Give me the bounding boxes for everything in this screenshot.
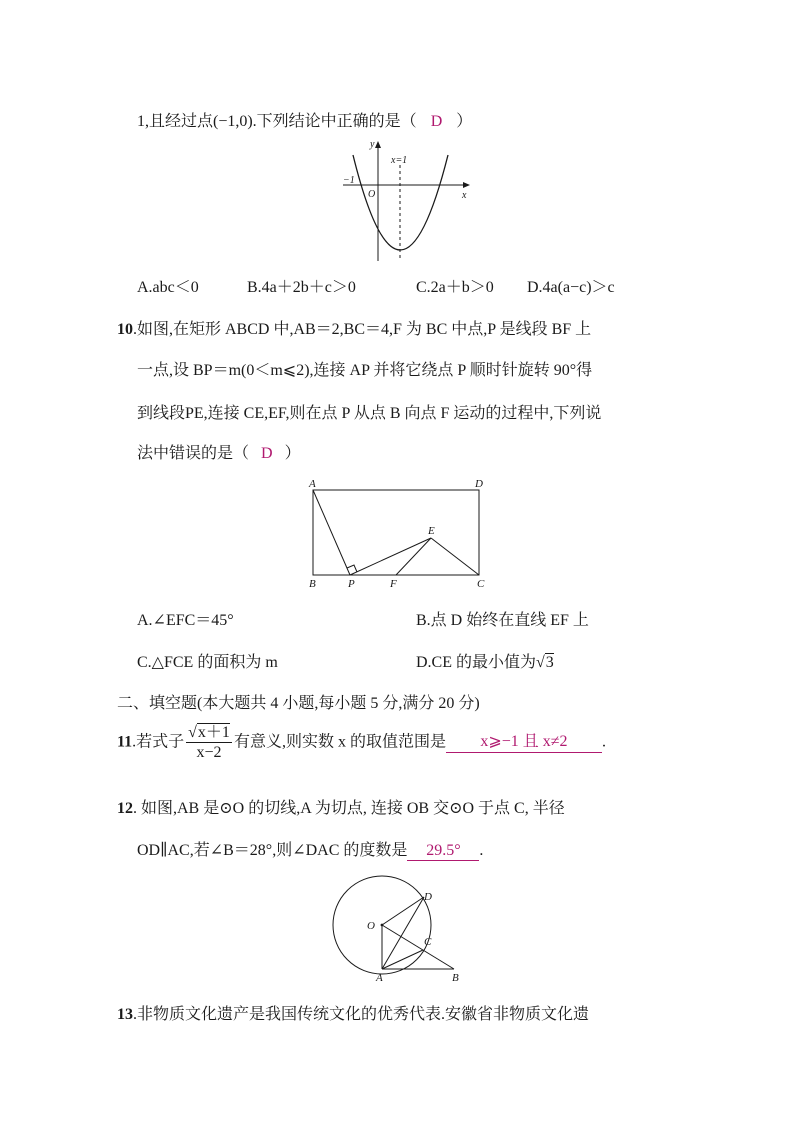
y-label: y xyxy=(370,139,375,150)
q9-stem-end: ） xyxy=(456,113,473,130)
q10-option-d-text: D.CE 的最小值为 xyxy=(416,654,537,671)
q9-option-d: D.4a(a−c)＞c xyxy=(527,279,615,296)
symmetry-label: x=1 xyxy=(391,155,408,166)
label-c: C xyxy=(477,578,485,590)
center-dot xyxy=(381,924,384,927)
segment-ob xyxy=(382,925,454,969)
q9-answer: D xyxy=(430,113,443,130)
segment-fe xyxy=(396,538,431,575)
q12-line2-text: OD∥AC,若∠B＝28°,则∠DAC 的度数是 xyxy=(137,842,408,859)
q10-option-b: B.点 D 始终在直线 EF 上 xyxy=(416,612,589,629)
x-label: x xyxy=(462,190,467,201)
label-c: C xyxy=(424,936,432,948)
q13-line1 xyxy=(117,1001,589,1024)
q11-numerator-text: x＋1 xyxy=(197,724,230,741)
q12-end: . xyxy=(479,842,484,859)
q11-line xyxy=(117,723,606,762)
q12-circle-figure xyxy=(326,873,466,985)
q12-line1-text: . 如图,AB 是⊙O 的切线,A 为切点, 连接 OB 交⊙O 于点 C, 半径 xyxy=(133,800,565,817)
x-axis-arrow xyxy=(463,182,470,188)
q10-line1-text: .如图,在矩形 ABCD 中,AB＝2,BC＝4,F 为 BC 中点,P 是线段 BF 上 xyxy=(133,321,592,338)
q10-line4-end: ） xyxy=(284,445,301,462)
label-o: O xyxy=(367,920,375,932)
segment-ap xyxy=(313,490,350,575)
q10-line2: 一点,设 BP＝m(0＜m⩽2),连接 AP 并将它绕点 P 顺时针旋转 90°得 xyxy=(137,362,593,379)
q11-answer-blank: x⩾−1 且 x≠2 xyxy=(446,732,602,752)
q11-numerator xyxy=(186,723,232,743)
sqrt-sign: √ xyxy=(536,654,545,671)
origin-label: O xyxy=(368,189,376,200)
q9-option-b: B.4a＋2b＋c＞0 xyxy=(247,279,356,296)
q9-stem xyxy=(137,108,472,131)
q10-line4-text: 法中错误的是（ xyxy=(137,445,250,462)
q11-denominator: x−2 xyxy=(196,744,222,762)
q12-line2 xyxy=(137,837,483,861)
label-a: A xyxy=(309,478,316,490)
label-d: D xyxy=(475,478,483,490)
q12-number: 12 xyxy=(117,800,133,817)
label-b: B xyxy=(309,578,316,590)
q11-sqrt-sign: √ xyxy=(188,724,197,741)
q10-option-d xyxy=(416,649,554,672)
segment-od xyxy=(382,897,424,925)
minus-one-label: −1 xyxy=(343,175,355,186)
label-d: D xyxy=(424,891,432,903)
q11-number: 11 xyxy=(117,733,133,751)
q10-line1 xyxy=(117,316,591,339)
q9-option-c: C.2a＋b＞0 xyxy=(416,279,494,296)
q10-line4 xyxy=(137,440,301,463)
q11-end: . xyxy=(601,733,606,751)
q9-parabola-graph xyxy=(338,135,478,265)
q12-answer-blank: 29.5° xyxy=(407,842,479,861)
q10-option-c: C.△FCE 的面积为 m xyxy=(137,654,278,671)
label-f: F xyxy=(390,578,397,590)
q10-option-d-root: 3 xyxy=(545,654,554,671)
segment-ce xyxy=(431,538,479,575)
q11-pre: .若式子 xyxy=(132,733,185,751)
q11-fraction xyxy=(186,723,232,762)
q10-line3: 到线段PE,连接 CE,EF,则在点 P 从点 B 向点 F 运动的过程中,下列说 xyxy=(137,405,602,422)
segment-pe xyxy=(350,538,431,575)
label-e: E xyxy=(428,525,435,537)
q9-option-a: A.abc＜0 xyxy=(137,279,199,296)
q9-stem-text: 1,且经过点(−1,0).下列结论中正确的是（ xyxy=(137,113,417,130)
q13-number: 13 xyxy=(117,1006,133,1023)
q10-number: 10 xyxy=(117,321,133,338)
q11-post: 有意义,则实数 x 的取值范围是 xyxy=(233,733,446,751)
q10-answer: D xyxy=(261,445,273,462)
q13-line1-text: .非物质文化遗产是我国传统文化的优秀代表.安徽省非物质文化遗 xyxy=(133,1006,590,1023)
rectangle-abcd xyxy=(313,490,479,575)
label-a: A xyxy=(376,972,383,984)
q10-option-a: A.∠EFC＝45° xyxy=(137,612,234,629)
y-axis-arrow xyxy=(375,141,381,148)
q10-rectangle-figure xyxy=(300,476,496,592)
label-b: B xyxy=(452,972,459,984)
section-title: 二、填空题(本大题共 4 小题,每小题 5 分,满分 20 分) xyxy=(117,695,480,712)
label-p: P xyxy=(348,578,355,590)
q12-line1 xyxy=(117,795,565,818)
